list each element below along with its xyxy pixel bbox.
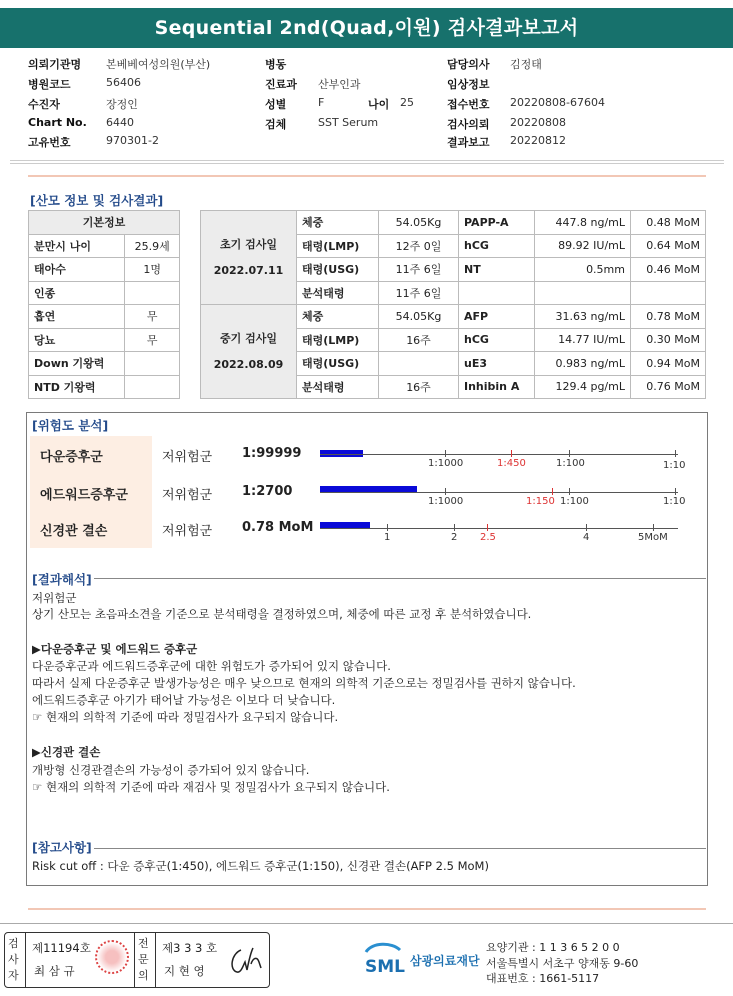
early-marker-value: 447.8 ng/mL: [535, 211, 631, 235]
mid-test-date: 2022.08.09: [213, 357, 284, 371]
hospital-key: 의뢰기관명: [28, 58, 82, 71]
risk-group: 저위험군: [162, 450, 213, 465]
chart-value: 6440: [106, 116, 134, 129]
early-value: 11주 6일: [379, 258, 459, 282]
risk-axis: [320, 528, 678, 529]
mid-value: [379, 352, 459, 376]
axis-tick: [445, 488, 446, 495]
report-title: Sequential 2nd(Quad,이원) 검사결과보고서: [0, 8, 733, 48]
mid-marker-value: 129.4 pg/mL: [535, 375, 631, 399]
patient-key: 수진자: [28, 98, 60, 111]
interp-line-4: 따라서 실제 다운증후군 발생가능성은 매우 낮으므로 현재의 의학적 기준으로는 정밀검사를 권하지 않습니다.: [32, 676, 576, 690]
early-marker: NT: [459, 258, 535, 282]
mid-marker-value: 31.63 ng/mL: [535, 305, 631, 329]
doctor-name: 지 현 영: [164, 964, 205, 978]
tick-label: 5MoM: [638, 532, 668, 543]
mid-marker-mom: 0.78 MoM: [631, 305, 706, 329]
risk-axis: [320, 454, 678, 455]
section-risk-title: [위험도 분석]: [32, 418, 109, 433]
cutoff-tick: [487, 524, 488, 531]
sex-key: 성별: [265, 98, 287, 111]
basic-info-header: 기본정보: [29, 211, 180, 235]
early-key: 태령(LMP): [297, 234, 379, 258]
mid-key: 태령(LMP): [297, 328, 379, 352]
org-name: 삼광의료재단: [410, 954, 480, 968]
interp-line-2: 상기 산모는 초음파소견을 기준으로 분석태령을 결정하였으며, 체중에 따른 교정 후 분석하였습니다.: [32, 607, 532, 621]
tester-seal: [95, 940, 129, 974]
tick-label: 1: [384, 532, 391, 543]
tick-label: 1:1000: [428, 458, 464, 469]
age-key: 나이: [368, 98, 390, 111]
mid-key: 태령(USG): [297, 352, 379, 376]
interp-line-7: 개방형 신경관결손의 가능성이 증가되어 있지 않습니다.: [32, 763, 310, 777]
address: 서울특별시 서초구 양재동 9-60: [486, 957, 639, 970]
axis-tick: [586, 524, 587, 531]
axis-tick: [445, 450, 446, 457]
code-value: 56406: [106, 76, 141, 89]
risk-value: 1:2700: [242, 484, 293, 499]
basic-value: 무: [125, 328, 180, 352]
interp-line-3: 다운증후군과 에드워드증후군에 대한 위험도가 증가되어 있지 않습니다.: [32, 659, 391, 673]
mid-marker: uE3: [459, 352, 535, 376]
reference-text: Risk cut off : 다운 증후군(1:450), 에드워드 증후군(1:150), 신경관 결손(AFP 2.5 MoM): [32, 859, 489, 873]
mid-value: 16주: [379, 375, 459, 399]
basic-value: [125, 352, 180, 376]
axis-tick: [675, 488, 676, 495]
report-date-value: 20220812: [510, 134, 566, 147]
basic-value: [125, 281, 180, 305]
section-reference-title: [참고사항]: [32, 840, 92, 855]
receipt-key: 접수번호: [447, 98, 490, 111]
doctor-signature: [225, 944, 265, 978]
tick-label: 1:10: [663, 460, 686, 471]
sex-value: F: [318, 96, 325, 109]
sml-logo-icon: [362, 938, 406, 978]
ward-key: 병동: [265, 58, 287, 71]
mid-marker-value: 0.983 ng/mL: [535, 352, 631, 376]
early-value: 12주 0일: [379, 234, 459, 258]
code-key: 병원코드: [28, 78, 71, 91]
tick-label: 1:10: [663, 496, 686, 507]
early-marker: PAPP-A: [459, 211, 535, 235]
mid-marker: AFP: [459, 305, 535, 329]
phone: 대표번호 : 1661-5117: [486, 972, 600, 985]
info-divider: [10, 160, 724, 164]
uid-value: 970301-2: [106, 134, 159, 147]
early-marker-value: [535, 281, 631, 305]
interp-line-8: ☞ 현재의 의학적 기준에 따라 재검사 및 정밀검사가 요구되지 않습니다.: [32, 780, 390, 794]
basic-value: 25.9세: [125, 234, 180, 258]
hospital-value: 본베베여성의원(부산): [106, 58, 211, 71]
reference-line: [30, 848, 706, 849]
top-rule: [28, 175, 706, 177]
doctor-value: 김정태: [510, 58, 542, 71]
basic-key: 흡연: [29, 305, 125, 329]
mid-marker: Inhibin A: [459, 375, 535, 399]
early-test-label: 초기 검사일: [220, 238, 277, 252]
dept-key: 진료과: [265, 78, 297, 91]
basic-key: 당뇨: [29, 328, 125, 352]
age-value: 25: [400, 96, 414, 109]
basic-key: 태아수: [29, 258, 125, 282]
interp-heading-down: ▶다운증후군 및 에드워드 증후군: [32, 642, 198, 656]
basic-key: 분만시 나이: [29, 234, 125, 258]
mid-marker-mom: 0.30 MoM: [631, 328, 706, 352]
risk-group: 저위험군: [162, 524, 213, 539]
risk-value: 0.78 MoM: [242, 520, 314, 535]
cutoff-tick: [511, 450, 512, 457]
doctor-key: 담당의사: [447, 58, 490, 71]
uid-key: 고유번호: [28, 136, 71, 149]
risk-name: 신경관 결손: [40, 524, 108, 539]
specimen-key: 검체: [265, 118, 287, 131]
tester-label: 검사자: [8, 937, 19, 982]
basic-value: 무: [125, 305, 180, 329]
risk-group: 저위험군: [162, 488, 213, 503]
mid-marker-mom: 0.76 MoM: [631, 375, 706, 399]
mid-marker-value: 14.77 IU/mL: [535, 328, 631, 352]
interp-line: [30, 578, 706, 579]
axis-tick: [653, 524, 654, 531]
axis-tick: [387, 524, 388, 531]
basic-key: Down 기왕력: [29, 352, 125, 376]
receipt-value: 20220808-67604: [510, 96, 605, 109]
early-marker-mom: 0.48 MoM: [631, 211, 706, 235]
early-marker-mom: [631, 281, 706, 305]
early-value: 54.05Kg: [379, 211, 459, 235]
chart-key: Chart No.: [28, 116, 87, 129]
basic-value: 1명: [125, 258, 180, 282]
early-marker-value: 89.92 IU/mL: [535, 234, 631, 258]
tester-license: 제11194호: [32, 941, 91, 955]
section-interpretation-title: [결과해석]: [32, 572, 92, 587]
interp-line-6: ☞ 현재의 의학적 기준에 따라 정밀검사가 요구되지 않습니다.: [32, 710, 339, 724]
axis-tick: [675, 450, 676, 457]
risk-axis: [320, 492, 678, 493]
test-results-table: [200, 210, 706, 399]
early-marker-mom: 0.46 MoM: [631, 258, 706, 282]
basic-key: NTD 기왕력: [29, 375, 125, 399]
cutoff-label: 1:450: [497, 458, 526, 469]
mid-value: 54.05Kg: [379, 305, 459, 329]
mid-test-cell: [201, 305, 297, 399]
early-marker-value: 0.5mm: [535, 258, 631, 282]
svg-text:SML: SML: [365, 957, 405, 977]
early-test-date: 2022.07.11: [213, 263, 284, 277]
mid-key: 체중: [297, 305, 379, 329]
institution-code: 요양기관 : 1 1 3 6 5 2 0 0: [486, 941, 620, 954]
axis-tick: [569, 488, 570, 495]
mid-test-label: 중기 검사일: [220, 332, 277, 346]
basic-key: 인종: [29, 281, 125, 305]
interp-line-1: 저위험군: [32, 591, 77, 605]
early-key: 분석태령: [297, 281, 379, 305]
cutoff-label: 1:150: [526, 496, 555, 507]
interp-line-5: 에드워드증후군 아기가 태어날 가능성은 이보다 더 낮습니다.: [32, 693, 336, 707]
axis-tick: [569, 450, 570, 457]
mid-marker: hCG: [459, 328, 535, 352]
tick-label: 4: [583, 532, 590, 543]
patient-value: 장정인: [106, 98, 138, 111]
dept-value: 산부인과: [318, 78, 361, 91]
risk-name: 에드워드증후군: [40, 488, 128, 503]
tick-label: 1:1000: [428, 496, 464, 507]
early-marker-mom: 0.64 MoM: [631, 234, 706, 258]
early-marker: hCG: [459, 234, 535, 258]
section-mother-info-title: [산모 정보 및 검사결과]: [30, 193, 164, 208]
request-date-value: 20220808: [510, 116, 566, 129]
tick-label: 1:100: [556, 458, 585, 469]
clinical-key: 임상정보: [447, 78, 490, 91]
doctor-license: 제3 3 3 호: [162, 941, 218, 955]
cutoff-tick: [552, 488, 553, 495]
basic-value: [125, 375, 180, 399]
tick-label: 1:100: [560, 496, 589, 507]
risk-value: 1:99999: [242, 446, 302, 461]
early-value: 11주 6일: [379, 281, 459, 305]
bottom-rule: [28, 908, 706, 910]
request-date-key: 검사의뢰: [447, 118, 490, 131]
early-key: 태령(USG): [297, 258, 379, 282]
footer-divider: [0, 923, 733, 924]
risk-name: 다운증후군: [40, 450, 103, 465]
mid-marker-mom: 0.94 MoM: [631, 352, 706, 376]
report-date-key: 결과보고: [447, 136, 490, 149]
specimen-value: SST Serum: [318, 116, 379, 129]
axis-tick: [454, 524, 455, 531]
early-key: 체중: [297, 211, 379, 235]
mid-key: 분석태령: [297, 375, 379, 399]
early-test-cell: [201, 211, 297, 305]
interp-heading-ntd: ▶신경관 결손: [32, 745, 101, 759]
mid-value: 16주: [379, 328, 459, 352]
tick-label: 2: [451, 532, 458, 543]
early-marker: [459, 281, 535, 305]
doctor-label: 전문의: [138, 937, 149, 982]
basic-info-table: [28, 210, 180, 399]
tester-name: 최 삼 규: [34, 964, 75, 978]
cutoff-label: 2.5: [480, 532, 496, 543]
